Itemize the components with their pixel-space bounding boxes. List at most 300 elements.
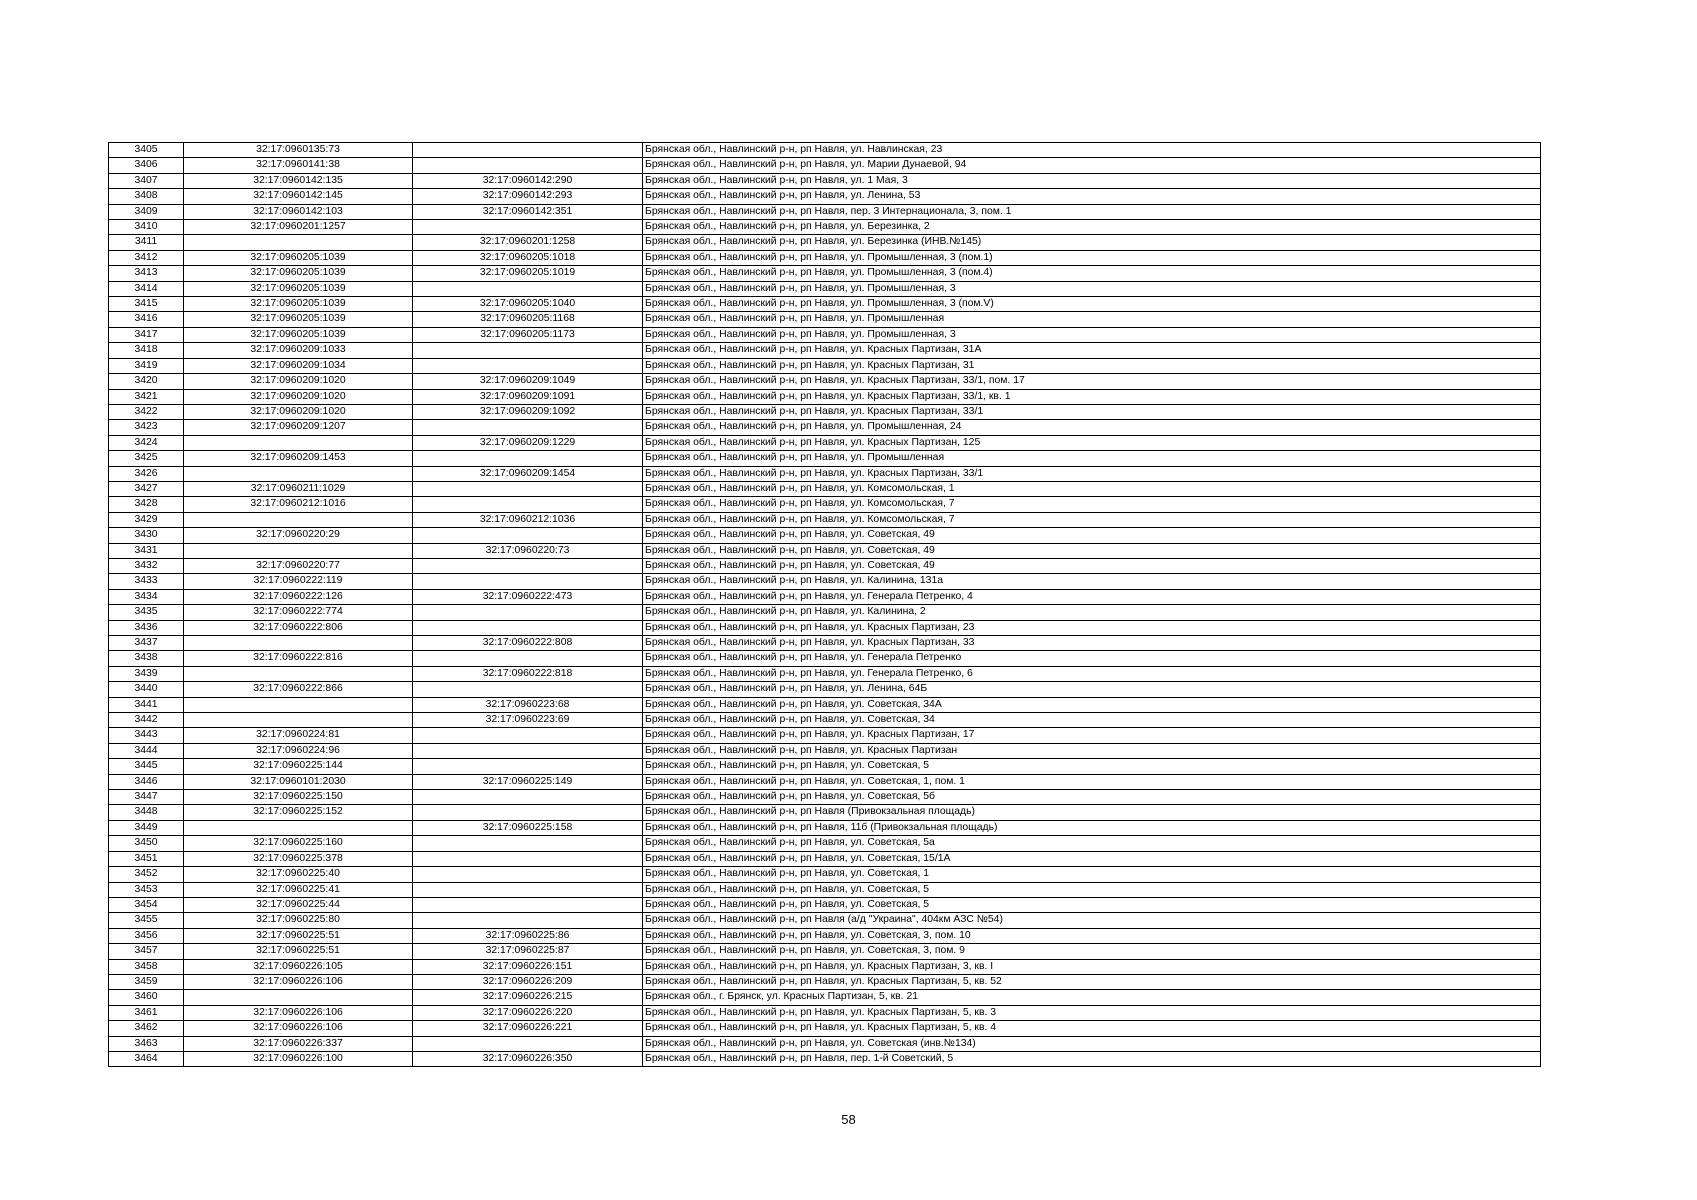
- row-number-cell: 3412: [109, 250, 184, 265]
- table-row: [109, 404, 1541, 419]
- address-cell: Брянская обл., Навлинский р-н, рп Навля, ул. Советская, 5а: [643, 836, 1541, 851]
- registry-table-body: [109, 143, 1541, 1067]
- land-cadastral-number-cell: 32:17:0960225:80: [184, 913, 413, 928]
- row-number-cell: 3443: [109, 728, 184, 743]
- land-cadastral-number-cell: 32:17:0960225:152: [184, 805, 413, 820]
- row-number-cell: 3459: [109, 974, 184, 989]
- row-number-cell: 3434: [109, 589, 184, 604]
- building-cadastral-number-cell: 32:17:0960201:1258: [413, 235, 643, 250]
- land-cadastral-number-cell: 32:17:0960224:81: [184, 728, 413, 743]
- row-number-cell: 3452: [109, 867, 184, 882]
- building-cadastral-number-cell: [413, 620, 643, 635]
- land-cadastral-number-cell: 32:17:0960225:40: [184, 867, 413, 882]
- row-number-cell: 3433: [109, 574, 184, 589]
- table-row: [109, 451, 1541, 466]
- row-number-cell: 3409: [109, 204, 184, 219]
- page-number: 58: [841, 1112, 856, 1127]
- building-cadastral-number-cell: 32:17:0960226:350: [413, 1051, 643, 1066]
- address-cell: Брянская обл., Навлинский р-н, рп Навля, ул. Советская, 15/1А: [643, 851, 1541, 866]
- address-cell: Брянская обл., Навлинский р-н, рп Навля, ул. 1 Мая, 3: [643, 173, 1541, 188]
- address-cell: Брянская обл., Навлинский р-н, рп Навля, ул. Генерала Петренко, 6: [643, 666, 1541, 681]
- row-number-cell: 3450: [109, 836, 184, 851]
- building-cadastral-number-cell: 32:17:0960205:1168: [413, 312, 643, 327]
- address-cell: Брянская обл., Навлинский р-н, рп Навля, пер. 1-й Советский, 5: [643, 1051, 1541, 1066]
- table-row: [109, 851, 1541, 866]
- land-cadastral-number-cell: 32:17:0960225:51: [184, 944, 413, 959]
- building-cadastral-number-cell: 32:17:0960225:149: [413, 774, 643, 789]
- address-cell: Брянская обл., Навлинский р-н, рп Навля, ул. Красных Партизан: [643, 743, 1541, 758]
- address-cell: Брянская обл., Навлинский р-н, рп Навля, 11б (Привокзальная площадь): [643, 820, 1541, 835]
- table-row: [109, 297, 1541, 312]
- land-cadastral-number-cell: [184, 666, 413, 681]
- address-cell: Брянская обл., Навлинский р-н, рп Навля, ул. Советская, 5б: [643, 790, 1541, 805]
- building-cadastral-number-cell: [413, 497, 643, 512]
- land-cadastral-number-cell: 32:17:0960224:96: [184, 743, 413, 758]
- address-cell: Брянская обл., Навлинский р-н, рп Навля, ул. Советская, 1: [643, 867, 1541, 882]
- table-row: [109, 820, 1541, 835]
- address-cell: Брянская обл., Навлинский р-н, рп Навля, ул. Красных Партизан, 23: [643, 620, 1541, 635]
- table-row: [109, 589, 1541, 604]
- land-cadastral-number-cell: 32:17:0960142:145: [184, 189, 413, 204]
- land-cadastral-number-cell: [184, 543, 413, 558]
- building-cadastral-number-cell: 32:17:0960205:1173: [413, 327, 643, 342]
- row-number-cell: 3416: [109, 312, 184, 327]
- row-number-cell: 3419: [109, 358, 184, 373]
- table-row: [109, 435, 1541, 450]
- land-cadastral-number-cell: 32:17:0960225:51: [184, 928, 413, 943]
- address-cell: Брянская обл., Навлинский р-н, рп Навля, ул. Красных Партизан, 33/1, пом. 17: [643, 374, 1541, 389]
- row-number-cell: 3455: [109, 913, 184, 928]
- building-cadastral-number-cell: [413, 867, 643, 882]
- row-number-cell: 3405: [109, 143, 184, 158]
- building-cadastral-number-cell: [413, 158, 643, 173]
- row-number-cell: 3438: [109, 651, 184, 666]
- building-cadastral-number-cell: 32:17:0960223:69: [413, 713, 643, 728]
- table-row: [109, 312, 1541, 327]
- table-row: [109, 774, 1541, 789]
- land-cadastral-number-cell: 32:17:0960226:106: [184, 1021, 413, 1036]
- table-row: [109, 250, 1541, 265]
- land-cadastral-number-cell: 32:17:0960222:816: [184, 651, 413, 666]
- address-cell: Брянская обл., Навлинский р-н, рп Навля, ул. Красных Партизан, 3, кв. I: [643, 959, 1541, 974]
- building-cadastral-number-cell: 32:17:0960226:151: [413, 959, 643, 974]
- building-cadastral-number-cell: 32:17:0960223:68: [413, 697, 643, 712]
- address-cell: Брянская обл., Навлинский р-н, рп Навля, ул. Ленина, 64Б: [643, 682, 1541, 697]
- address-cell: Брянская обл., Навлинский р-н, рп Навля, ул. Советская, 3, пом. 10: [643, 928, 1541, 943]
- address-cell: Брянская обл., Навлинский р-н, рп Навля, ул. Генерала Петренко: [643, 651, 1541, 666]
- table-row: [109, 743, 1541, 758]
- row-number-cell: 3436: [109, 620, 184, 635]
- land-cadastral-number-cell: 32:17:0960225:44: [184, 897, 413, 912]
- address-cell: Брянская обл., Навлинский р-н, рп Навля, ул. Советская, 49: [643, 528, 1541, 543]
- address-cell: Брянская обл., Навлинский р-н, рп Навля, ул. Промышленная: [643, 451, 1541, 466]
- row-number-cell: 3446: [109, 774, 184, 789]
- building-cadastral-number-cell: [413, 913, 643, 928]
- table-row: [109, 327, 1541, 342]
- table-row: [109, 1021, 1541, 1036]
- land-cadastral-number-cell: [184, 636, 413, 651]
- row-number-cell: 3425: [109, 451, 184, 466]
- table-row: [109, 928, 1541, 943]
- address-cell: Брянская обл., Навлинский р-н, рп Навля, ул. Березинка, 2: [643, 220, 1541, 235]
- building-cadastral-number-cell: 32:17:0960205:1018: [413, 250, 643, 265]
- building-cadastral-number-cell: [413, 358, 643, 373]
- address-cell: Брянская обл., Навлинский р-н, рп Навля, ул. Советская, 34: [643, 713, 1541, 728]
- address-cell: Брянская обл., Навлинский р-н, рп Навля, ул. Красных Партизан, 33/1, кв. 1: [643, 389, 1541, 404]
- table-row: [109, 497, 1541, 512]
- building-cadastral-number-cell: [413, 743, 643, 758]
- building-cadastral-number-cell: [413, 651, 643, 666]
- table-row: [109, 913, 1541, 928]
- address-cell: Брянская обл., Навлинский р-н, рп Навля (а/д "Украина", 404км АЗС №54): [643, 913, 1541, 928]
- building-cadastral-number-cell: [413, 528, 643, 543]
- row-number-cell: 3406: [109, 158, 184, 173]
- land-cadastral-number-cell: [184, 466, 413, 481]
- building-cadastral-number-cell: 32:17:0960142:293: [413, 189, 643, 204]
- table-row: [109, 1051, 1541, 1066]
- building-cadastral-number-cell: [413, 851, 643, 866]
- building-cadastral-number-cell: 32:17:0960209:1091: [413, 389, 643, 404]
- address-cell: Брянская обл., Навлинский р-н, рп Навля, ул. Советская, 5: [643, 882, 1541, 897]
- land-cadastral-number-cell: [184, 820, 413, 835]
- land-cadastral-number-cell: 32:17:0960222:126: [184, 589, 413, 604]
- building-cadastral-number-cell: [413, 897, 643, 912]
- row-number-cell: 3429: [109, 512, 184, 527]
- row-number-cell: 3427: [109, 481, 184, 496]
- address-cell: Брянская обл., Навлинский р-н, рп Навля, ул. Красных Партизан, 31А: [643, 343, 1541, 358]
- row-number-cell: 3451: [109, 851, 184, 866]
- address-cell: Брянская обл., Навлинский р-н, рп Навля, ул. Генерала Петренко, 4: [643, 589, 1541, 604]
- table-row: [109, 220, 1541, 235]
- table-row: [109, 512, 1541, 527]
- row-number-cell: 3439: [109, 666, 184, 681]
- table-row: [109, 1036, 1541, 1051]
- registry-table: [108, 142, 1541, 1067]
- row-number-cell: 3418: [109, 343, 184, 358]
- land-cadastral-number-cell: 32:17:0960220:29: [184, 528, 413, 543]
- building-cadastral-number-cell: [413, 682, 643, 697]
- address-cell: Брянская обл., Навлинский р-н, рп Навля, ул. Советская, 34А: [643, 697, 1541, 712]
- row-number-cell: 3456: [109, 928, 184, 943]
- building-cadastral-number-cell: 32:17:0960142:351: [413, 204, 643, 219]
- building-cadastral-number-cell: 32:17:0960220:73: [413, 543, 643, 558]
- row-number-cell: 3453: [109, 882, 184, 897]
- row-number-cell: 3461: [109, 1005, 184, 1020]
- building-cadastral-number-cell: [413, 574, 643, 589]
- land-cadastral-number-cell: 32:17:0960225:378: [184, 851, 413, 866]
- land-cadastral-number-cell: 32:17:0960205:1039: [184, 281, 413, 296]
- land-cadastral-number-cell: 32:17:0960222:119: [184, 574, 413, 589]
- row-number-cell: 3423: [109, 420, 184, 435]
- table-row: [109, 836, 1541, 851]
- row-number-cell: 3411: [109, 235, 184, 250]
- row-number-cell: 3441: [109, 697, 184, 712]
- row-number-cell: 3428: [109, 497, 184, 512]
- land-cadastral-number-cell: 32:17:0960205:1039: [184, 297, 413, 312]
- building-cadastral-number-cell: [413, 805, 643, 820]
- land-cadastral-number-cell: 32:17:0960142:135: [184, 173, 413, 188]
- address-cell: Брянская обл., Навлинский р-н, рп Навля, ул. Красных Партизан, 5, кв. 52: [643, 974, 1541, 989]
- row-number-cell: 3462: [109, 1021, 184, 1036]
- building-cadastral-number-cell: [413, 420, 643, 435]
- building-cadastral-number-cell: 32:17:0960209:1049: [413, 374, 643, 389]
- table-row: [109, 651, 1541, 666]
- land-cadastral-number-cell: 32:17:0960211:1029: [184, 481, 413, 496]
- land-cadastral-number-cell: 32:17:0960209:1020: [184, 374, 413, 389]
- row-number-cell: 3445: [109, 759, 184, 774]
- land-cadastral-number-cell: [184, 435, 413, 450]
- row-number-cell: 3444: [109, 743, 184, 758]
- land-cadastral-number-cell: [184, 990, 413, 1005]
- table-row: [109, 1005, 1541, 1020]
- building-cadastral-number-cell: 32:17:0960226:221: [413, 1021, 643, 1036]
- row-number-cell: 3421: [109, 389, 184, 404]
- address-cell: Брянская обл., Навлинский р-н, рп Навля, ул. Красных Партизан, 17: [643, 728, 1541, 743]
- row-number-cell: 3431: [109, 543, 184, 558]
- address-cell: Брянская обл., Навлинский р-н, рп Навля, ул. Красных Партизан, 125: [643, 435, 1541, 450]
- land-cadastral-number-cell: 32:17:0960226:105: [184, 959, 413, 974]
- table-row: [109, 574, 1541, 589]
- land-cadastral-number-cell: 32:17:0960226:337: [184, 1036, 413, 1051]
- address-cell: Брянская обл., Навлинский р-н, рп Навля, ул. Марии Дунаевой, 94: [643, 158, 1541, 173]
- land-cadastral-number-cell: 32:17:0960226:106: [184, 974, 413, 989]
- land-cadastral-number-cell: [184, 697, 413, 712]
- table-row: [109, 558, 1541, 573]
- address-cell: Брянская обл., Навлинский р-н, рп Навля, ул. Навлинская, 23: [643, 143, 1541, 158]
- land-cadastral-number-cell: 32:17:0960209:1033: [184, 343, 413, 358]
- land-cadastral-number-cell: 32:17:0960226:100: [184, 1051, 413, 1066]
- address-cell: Брянская обл., Навлинский р-н, рп Навля, ул. Советская (инв.№134): [643, 1036, 1541, 1051]
- row-number-cell: 3463: [109, 1036, 184, 1051]
- address-cell: Брянская обл., Навлинский р-н, рп Навля, ул. Березинка (ИНВ.№145): [643, 235, 1541, 250]
- table-row: [109, 728, 1541, 743]
- land-cadastral-number-cell: [184, 512, 413, 527]
- row-number-cell: 3457: [109, 944, 184, 959]
- building-cadastral-number-cell: [413, 728, 643, 743]
- table-row: [109, 666, 1541, 681]
- table-row: [109, 867, 1541, 882]
- table-row: [109, 759, 1541, 774]
- land-cadastral-number-cell: 32:17:0960222:806: [184, 620, 413, 635]
- table-row: [109, 974, 1541, 989]
- table-row: [109, 528, 1541, 543]
- address-cell: Брянская обл., Навлинский р-н, рп Навля, ул. Красных Партизан, 33/1: [643, 466, 1541, 481]
- address-cell: Брянская обл., Навлинский р-н, рп Навля, ул. Красных Партизан, 5, кв. 4: [643, 1021, 1541, 1036]
- building-cadastral-number-cell: 32:17:0960222:808: [413, 636, 643, 651]
- land-cadastral-number-cell: 32:17:0960141:38: [184, 158, 413, 173]
- row-number-cell: 3413: [109, 266, 184, 281]
- land-cadastral-number-cell: 32:17:0960225:160: [184, 836, 413, 851]
- table-row: [109, 143, 1541, 158]
- address-cell: Брянская обл., Навлинский р-н, рп Навля, ул. Красных Партизан, 31: [643, 358, 1541, 373]
- table-row: [109, 697, 1541, 712]
- row-number-cell: 3447: [109, 790, 184, 805]
- land-cadastral-number-cell: 32:17:0960209:1034: [184, 358, 413, 373]
- address-cell: Брянская обл., Навлинский р-н, рп Навля, ул. Промышленная, 3: [643, 281, 1541, 296]
- row-number-cell: 3454: [109, 897, 184, 912]
- table-row: [109, 466, 1541, 481]
- land-cadastral-number-cell: 32:17:0960205:1039: [184, 327, 413, 342]
- land-cadastral-number-cell: 32:17:0960209:1207: [184, 420, 413, 435]
- address-cell: Брянская обл., Навлинский р-н, рп Навля, ул. Советская, 3, пом. 9: [643, 944, 1541, 959]
- row-number-cell: 3464: [109, 1051, 184, 1066]
- row-number-cell: 3415: [109, 297, 184, 312]
- table-row: [109, 358, 1541, 373]
- address-cell: Брянская обл., Навлинский р-н, рп Навля, ул. Промышленная, 3 (пом.1): [643, 250, 1541, 265]
- land-cadastral-number-cell: 32:17:0960226:106: [184, 1005, 413, 1020]
- address-cell: Брянская обл., Навлинский р-н, рп Навля, ул. Красных Партизан, 5, кв. 3: [643, 1005, 1541, 1020]
- table-row: [109, 281, 1541, 296]
- address-cell: Брянская обл., Навлинский р-н, рп Навля (Привокзальная площадь): [643, 805, 1541, 820]
- building-cadastral-number-cell: [413, 605, 643, 620]
- row-number-cell: 3442: [109, 713, 184, 728]
- land-cadastral-number-cell: 32:17:0960225:150: [184, 790, 413, 805]
- row-number-cell: 3407: [109, 173, 184, 188]
- address-cell: Брянская обл., Навлинский р-н, рп Навля, ул. Советская, 5: [643, 897, 1541, 912]
- building-cadastral-number-cell: [413, 759, 643, 774]
- table-row: [109, 266, 1541, 281]
- land-cadastral-number-cell: 32:17:0960222:774: [184, 605, 413, 620]
- table-row: [109, 620, 1541, 635]
- land-cadastral-number-cell: 32:17:0960212:1016: [184, 497, 413, 512]
- building-cadastral-number-cell: [413, 882, 643, 897]
- address-cell: Брянская обл., Навлинский р-н, рп Навля, ул. Красных Партизан, 33/1: [643, 404, 1541, 419]
- table-row: [109, 959, 1541, 974]
- building-cadastral-number-cell: [413, 451, 643, 466]
- address-cell: Брянская обл., Навлинский р-н, рп Навля, ул. Калинина, 131а: [643, 574, 1541, 589]
- land-cadastral-number-cell: 32:17:0960135:73: [184, 143, 413, 158]
- building-cadastral-number-cell: 32:17:0960226:220: [413, 1005, 643, 1020]
- table-row: [109, 713, 1541, 728]
- building-cadastral-number-cell: 32:17:0960225:87: [413, 944, 643, 959]
- row-number-cell: 3410: [109, 220, 184, 235]
- land-cadastral-number-cell: 32:17:0960225:41: [184, 882, 413, 897]
- row-number-cell: 3420: [109, 374, 184, 389]
- land-cadastral-number-cell: [184, 713, 413, 728]
- land-cadastral-number-cell: 32:17:0960101:2030: [184, 774, 413, 789]
- land-cadastral-number-cell: 32:17:0960205:1039: [184, 266, 413, 281]
- row-number-cell: 3424: [109, 435, 184, 450]
- address-cell: Брянская обл., Навлинский р-н, рп Навля, ул. Ленина, 53: [643, 189, 1541, 204]
- row-number-cell: 3414: [109, 281, 184, 296]
- row-number-cell: 3460: [109, 990, 184, 1005]
- building-cadastral-number-cell: 32:17:0960205:1040: [413, 297, 643, 312]
- table-row: [109, 481, 1541, 496]
- building-cadastral-number-cell: 32:17:0960225:158: [413, 820, 643, 835]
- building-cadastral-number-cell: 32:17:0960142:290: [413, 173, 643, 188]
- address-cell: Брянская обл., г. Брянск, ул. Красных Партизан, 5, кв. 21: [643, 990, 1541, 1005]
- table-row: [109, 805, 1541, 820]
- table-row: [109, 897, 1541, 912]
- table-row: [109, 605, 1541, 620]
- row-number-cell: 3430: [109, 528, 184, 543]
- address-cell: Брянская обл., Навлинский р-н, рп Навля, ул. Советская, 49: [643, 558, 1541, 573]
- building-cadastral-number-cell: 32:17:0960222:473: [413, 589, 643, 604]
- address-cell: Брянская обл., Навлинский р-н, рп Навля, ул. Промышленная, 24: [643, 420, 1541, 435]
- table-row: [109, 636, 1541, 651]
- building-cadastral-number-cell: 32:17:0960226:215: [413, 990, 643, 1005]
- building-cadastral-number-cell: [413, 343, 643, 358]
- row-number-cell: 3449: [109, 820, 184, 835]
- building-cadastral-number-cell: 32:17:0960209:1229: [413, 435, 643, 450]
- land-cadastral-number-cell: 32:17:0960225:144: [184, 759, 413, 774]
- row-number-cell: 3417: [109, 327, 184, 342]
- building-cadastral-number-cell: 32:17:0960205:1019: [413, 266, 643, 281]
- building-cadastral-number-cell: [413, 836, 643, 851]
- table-row: [109, 944, 1541, 959]
- land-cadastral-number-cell: 32:17:0960222:866: [184, 682, 413, 697]
- address-cell: Брянская обл., Навлинский р-н, рп Навля, ул. Комсомольская, 7: [643, 497, 1541, 512]
- land-cadastral-number-cell: 32:17:0960209:1020: [184, 404, 413, 419]
- row-number-cell: 3435: [109, 605, 184, 620]
- row-number-cell: 3440: [109, 682, 184, 697]
- table-row: [109, 189, 1541, 204]
- building-cadastral-number-cell: 32:17:0960225:86: [413, 928, 643, 943]
- address-cell: Брянская обл., Навлинский р-н, рп Навля, ул. Комсомольская, 7: [643, 512, 1541, 527]
- table-row: [109, 882, 1541, 897]
- address-cell: Брянская обл., Навлинский р-н, рп Навля, ул. Советская, 1, пом. 1: [643, 774, 1541, 789]
- land-cadastral-number-cell: 32:17:0960209:1020: [184, 389, 413, 404]
- building-cadastral-number-cell: 32:17:0960212:1036: [413, 512, 643, 527]
- table-row: [109, 990, 1541, 1005]
- address-cell: Брянская обл., Навлинский р-н, рп Навля, ул. Комсомольская, 1: [643, 481, 1541, 496]
- table-row: [109, 374, 1541, 389]
- building-cadastral-number-cell: [413, 281, 643, 296]
- row-number-cell: 3432: [109, 558, 184, 573]
- building-cadastral-number-cell: [413, 558, 643, 573]
- table-row: [109, 682, 1541, 697]
- address-cell: Брянская обл., Навлинский р-н, рп Навля, ул. Красных Партизан, 33: [643, 636, 1541, 651]
- building-cadastral-number-cell: [413, 790, 643, 805]
- building-cadastral-number-cell: [413, 143, 643, 158]
- row-number-cell: 3426: [109, 466, 184, 481]
- land-cadastral-number-cell: [184, 235, 413, 250]
- building-cadastral-number-cell: [413, 1036, 643, 1051]
- table-row: [109, 343, 1541, 358]
- land-cadastral-number-cell: 32:17:0960142:103: [184, 204, 413, 219]
- address-cell: Брянская обл., Навлинский р-н, рп Навля, ул. Советская, 49: [643, 543, 1541, 558]
- land-cadastral-number-cell: 32:17:0960205:1039: [184, 250, 413, 265]
- building-cadastral-number-cell: 32:17:0960209:1092: [413, 404, 643, 419]
- table-row: [109, 158, 1541, 173]
- address-cell: Брянская обл., Навлинский р-н, рп Навля, ул. Промышленная: [643, 312, 1541, 327]
- row-number-cell: 3437: [109, 636, 184, 651]
- table-row: [109, 173, 1541, 188]
- land-cadastral-number-cell: 32:17:0960220:77: [184, 558, 413, 573]
- table-row: [109, 420, 1541, 435]
- row-number-cell: 3448: [109, 805, 184, 820]
- table-row: [109, 543, 1541, 558]
- building-cadastral-number-cell: 32:17:0960209:1454: [413, 466, 643, 481]
- building-cadastral-number-cell: [413, 481, 643, 496]
- table-row: [109, 389, 1541, 404]
- address-cell: Брянская обл., Навлинский р-н, рп Навля, ул. Промышленная, 3: [643, 327, 1541, 342]
- address-cell: Брянская обл., Навлинский р-н, рп Навля, ул. Советская, 5: [643, 759, 1541, 774]
- address-cell: Брянская обл., Навлинский р-н, рп Навля, ул. Промышленная, 3 (пом.4): [643, 266, 1541, 281]
- row-number-cell: 3458: [109, 959, 184, 974]
- address-cell: Брянская обл., Навлинский р-н, рп Навля, пер. 3 Интернационала, 3, пом. 1: [643, 204, 1541, 219]
- land-cadastral-number-cell: 32:17:0960209:1453: [184, 451, 413, 466]
- row-number-cell: 3422: [109, 404, 184, 419]
- land-cadastral-number-cell: 32:17:0960201:1257: [184, 220, 413, 235]
- table-row: [109, 204, 1541, 219]
- row-number-cell: 3408: [109, 189, 184, 204]
- table-row: [109, 790, 1541, 805]
- building-cadastral-number-cell: [413, 220, 643, 235]
- building-cadastral-number-cell: 32:17:0960226:209: [413, 974, 643, 989]
- building-cadastral-number-cell: 32:17:0960222:818: [413, 666, 643, 681]
- address-cell: Брянская обл., Навлинский р-н, рп Навля, ул. Промышленная, 3 (пом.V): [643, 297, 1541, 312]
